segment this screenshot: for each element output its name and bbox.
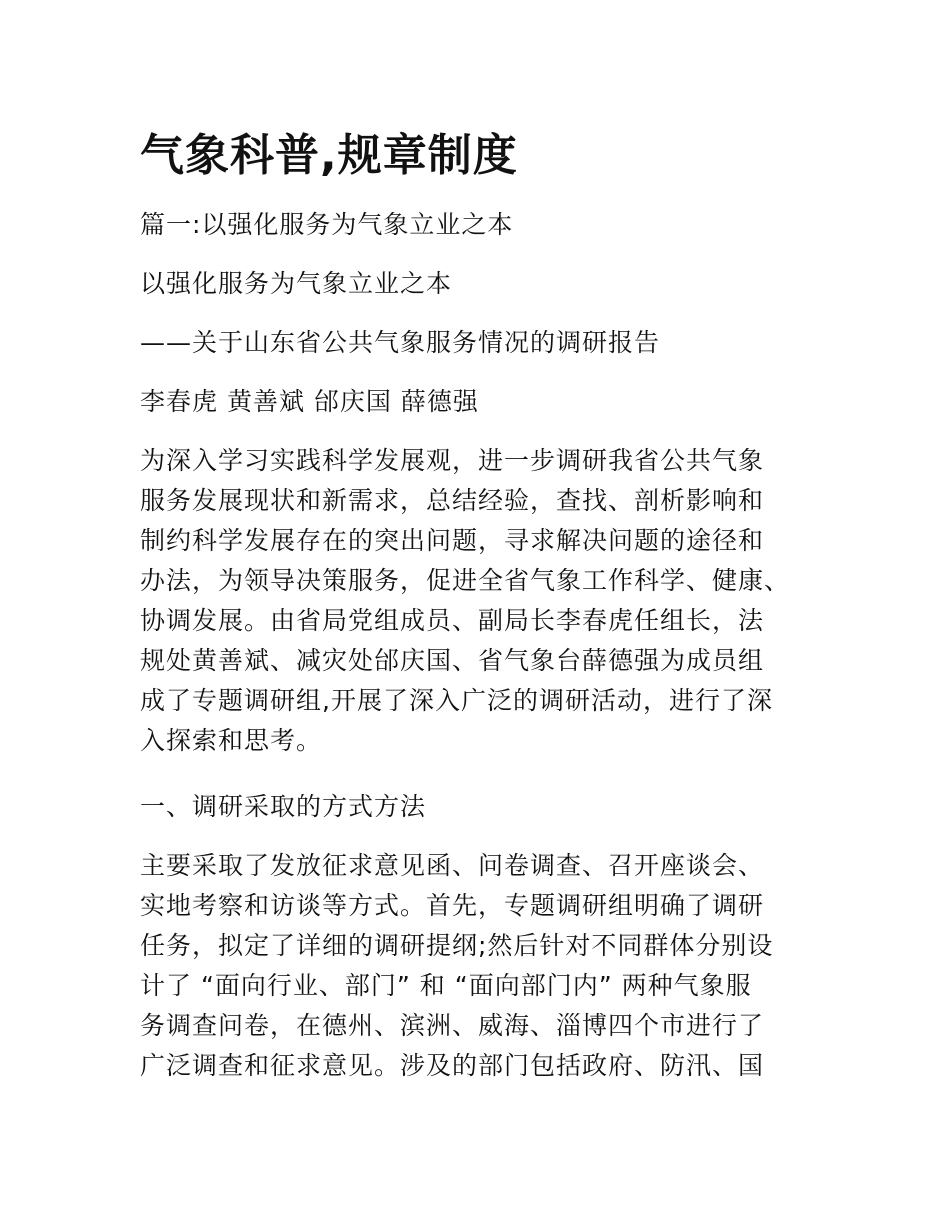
paragraph-line: 为深入学习实践科学发展观，进一步调研我省公共气象 [140,446,765,475]
paragraph-line: 成了专题调研组,开展了深入广泛的调研活动，进行了深 [140,686,773,715]
paragraph-line: 任务，拟定了详细的调研提纲;然后针对不同群体分别设 [140,931,774,960]
paragraph-line: 规处黄善斌、减灾处邰庆国、省气象台薛德强为成员组 [140,646,765,675]
paragraph-line: 服务发展现状和新需求，总结经验，查找、剖析影响和 [140,486,765,515]
section-heading: 篇一:以强化服务为气象立业之本 [140,210,514,239]
article-subtitle: ——关于山东省公共气象服务情况的调研报告 [140,328,661,357]
paragraph-line: 主要采取了发放征求意见函、问卷调查、召开座谈会、 [140,851,765,880]
paragraph-line: 实地考察和访谈等方式。首先，专题调研组明确了调研 [140,891,765,920]
paragraph-line: 协调发展。由省局党组成员、副局长李春虎任组长，法 [140,606,765,635]
methods-heading: 一、调研采取的方式方法 [140,792,427,821]
methods-paragraph [140,846,805,1086]
authors-line: 李春虎 黄善斌 邰庆国 薛德强 [140,387,479,416]
paragraph-line: 计了 “面向行业、部门” 和 “面向部门内” 两种气象服 [140,971,752,1000]
intro-paragraph [140,441,805,761]
paragraph-line: 广泛调查和征求意见。涉及的部门包括政府、防汛、国 [140,1051,765,1080]
document-title: 气象科普,规章制度 [140,130,518,181]
paragraph-line: 办法，为领导决策服务，促进全省气象工作科学、健康、 [140,566,791,595]
article-title: 以强化服务为气象立业之本 [140,269,453,298]
paragraph-line: 入探索和思考。 [140,726,323,755]
paragraph-line: 制约科学发展存在的突出问题，寻求解决问题的途径和 [140,526,765,555]
paragraph-line: 务调查问卷，在德州、滨洲、威海、淄博四个市进行了 [140,1011,765,1040]
